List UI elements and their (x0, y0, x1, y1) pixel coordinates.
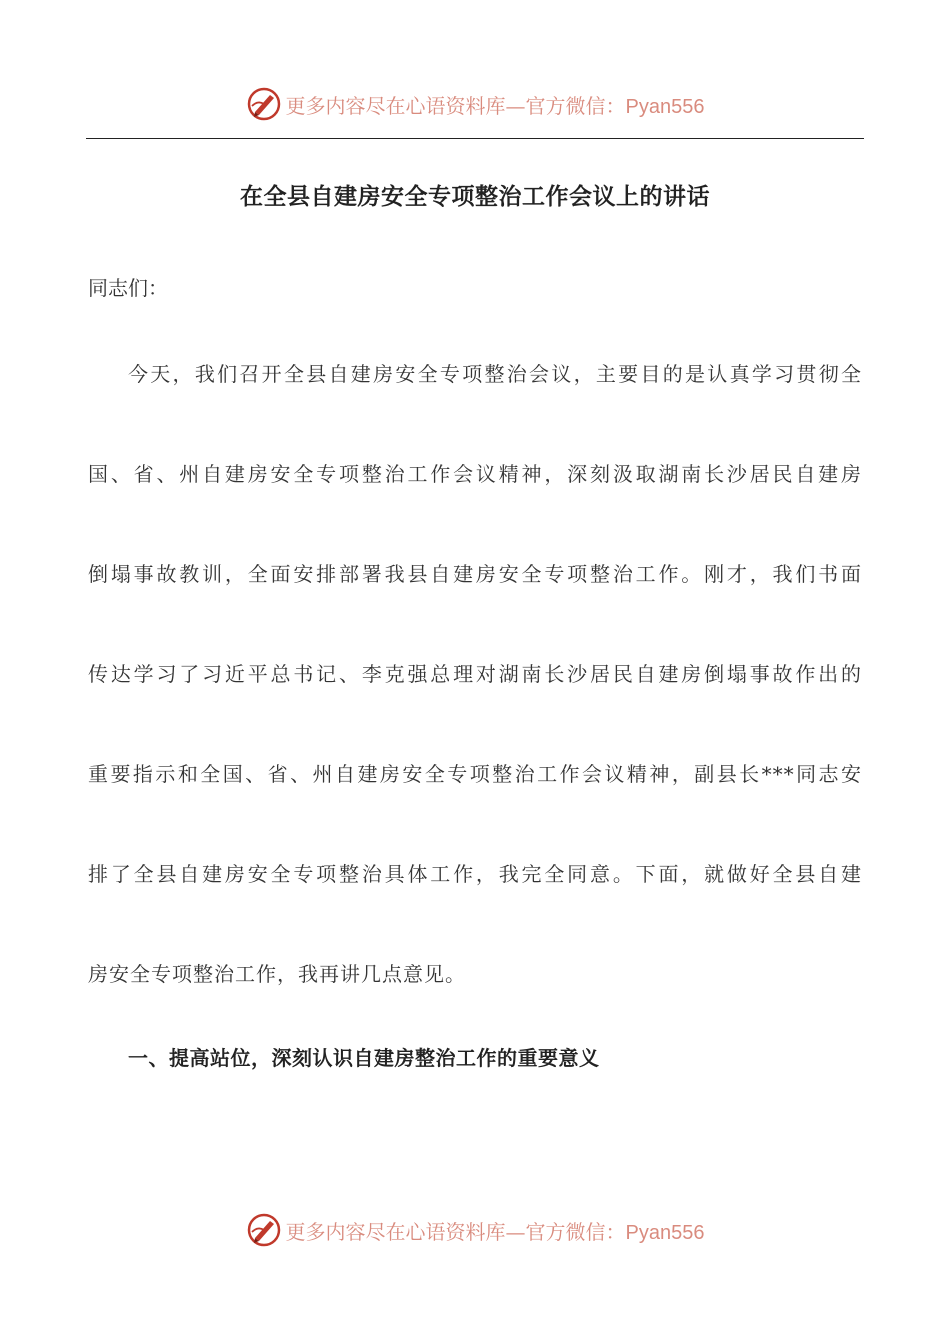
header-watermark (0, 84, 950, 124)
paragraph-line: 房安全专项整治工作，我再讲几点意见。 (88, 962, 466, 986)
body-paragraph (88, 356, 862, 1056)
salutation: 同志们： (88, 276, 168, 300)
wechat-id: Pyan556 (625, 1221, 705, 1244)
wechat-id: Pyan556 (625, 95, 705, 118)
header-rule (86, 138, 864, 139)
paragraph-line: 国、省、州自建房安全专项整治工作会议精神，深刻汲取湖南长沙居民自建房 (88, 462, 862, 486)
paragraph-line: 传达学习了习近平总书记、李克强总理对湖南长沙居民自建房倒塌事故作出的 (88, 662, 862, 686)
section-heading: 一、提高站位，深刻认识自建房整治工作的重要意义 (128, 1046, 600, 1070)
paragraph-line: 倒塌事故教训，全面安排部署我县自建房安全专项整治工作。刚才，我们书面 (88, 562, 862, 586)
paragraph-line: 重要指示和全国、省、州自建房安全专项整治工作会议精神，副县长***同志安 (88, 762, 862, 786)
pen-logo-icon (246, 86, 282, 122)
watermark-text: 更多内容尽在心语资料库—官方微信：Pyan556 (285, 93, 705, 118)
paragraph-line: 今天，我们召开全县自建房安全专项整治会议，主要目的是认真学习贯彻全 (128, 362, 862, 386)
document-title: 在全县自建房安全专项整治工作会议上的讲话 (240, 183, 710, 210)
pen-logo-icon (246, 1212, 282, 1248)
paragraph-line: 排了全县自建房安全专项整治具体工作，我完全同意。下面，就做好全县自建 (88, 862, 862, 886)
footer-watermark (0, 1210, 950, 1250)
watermark-text: 更多内容尽在心语资料库—官方微信：Pyan556 (285, 1219, 705, 1244)
